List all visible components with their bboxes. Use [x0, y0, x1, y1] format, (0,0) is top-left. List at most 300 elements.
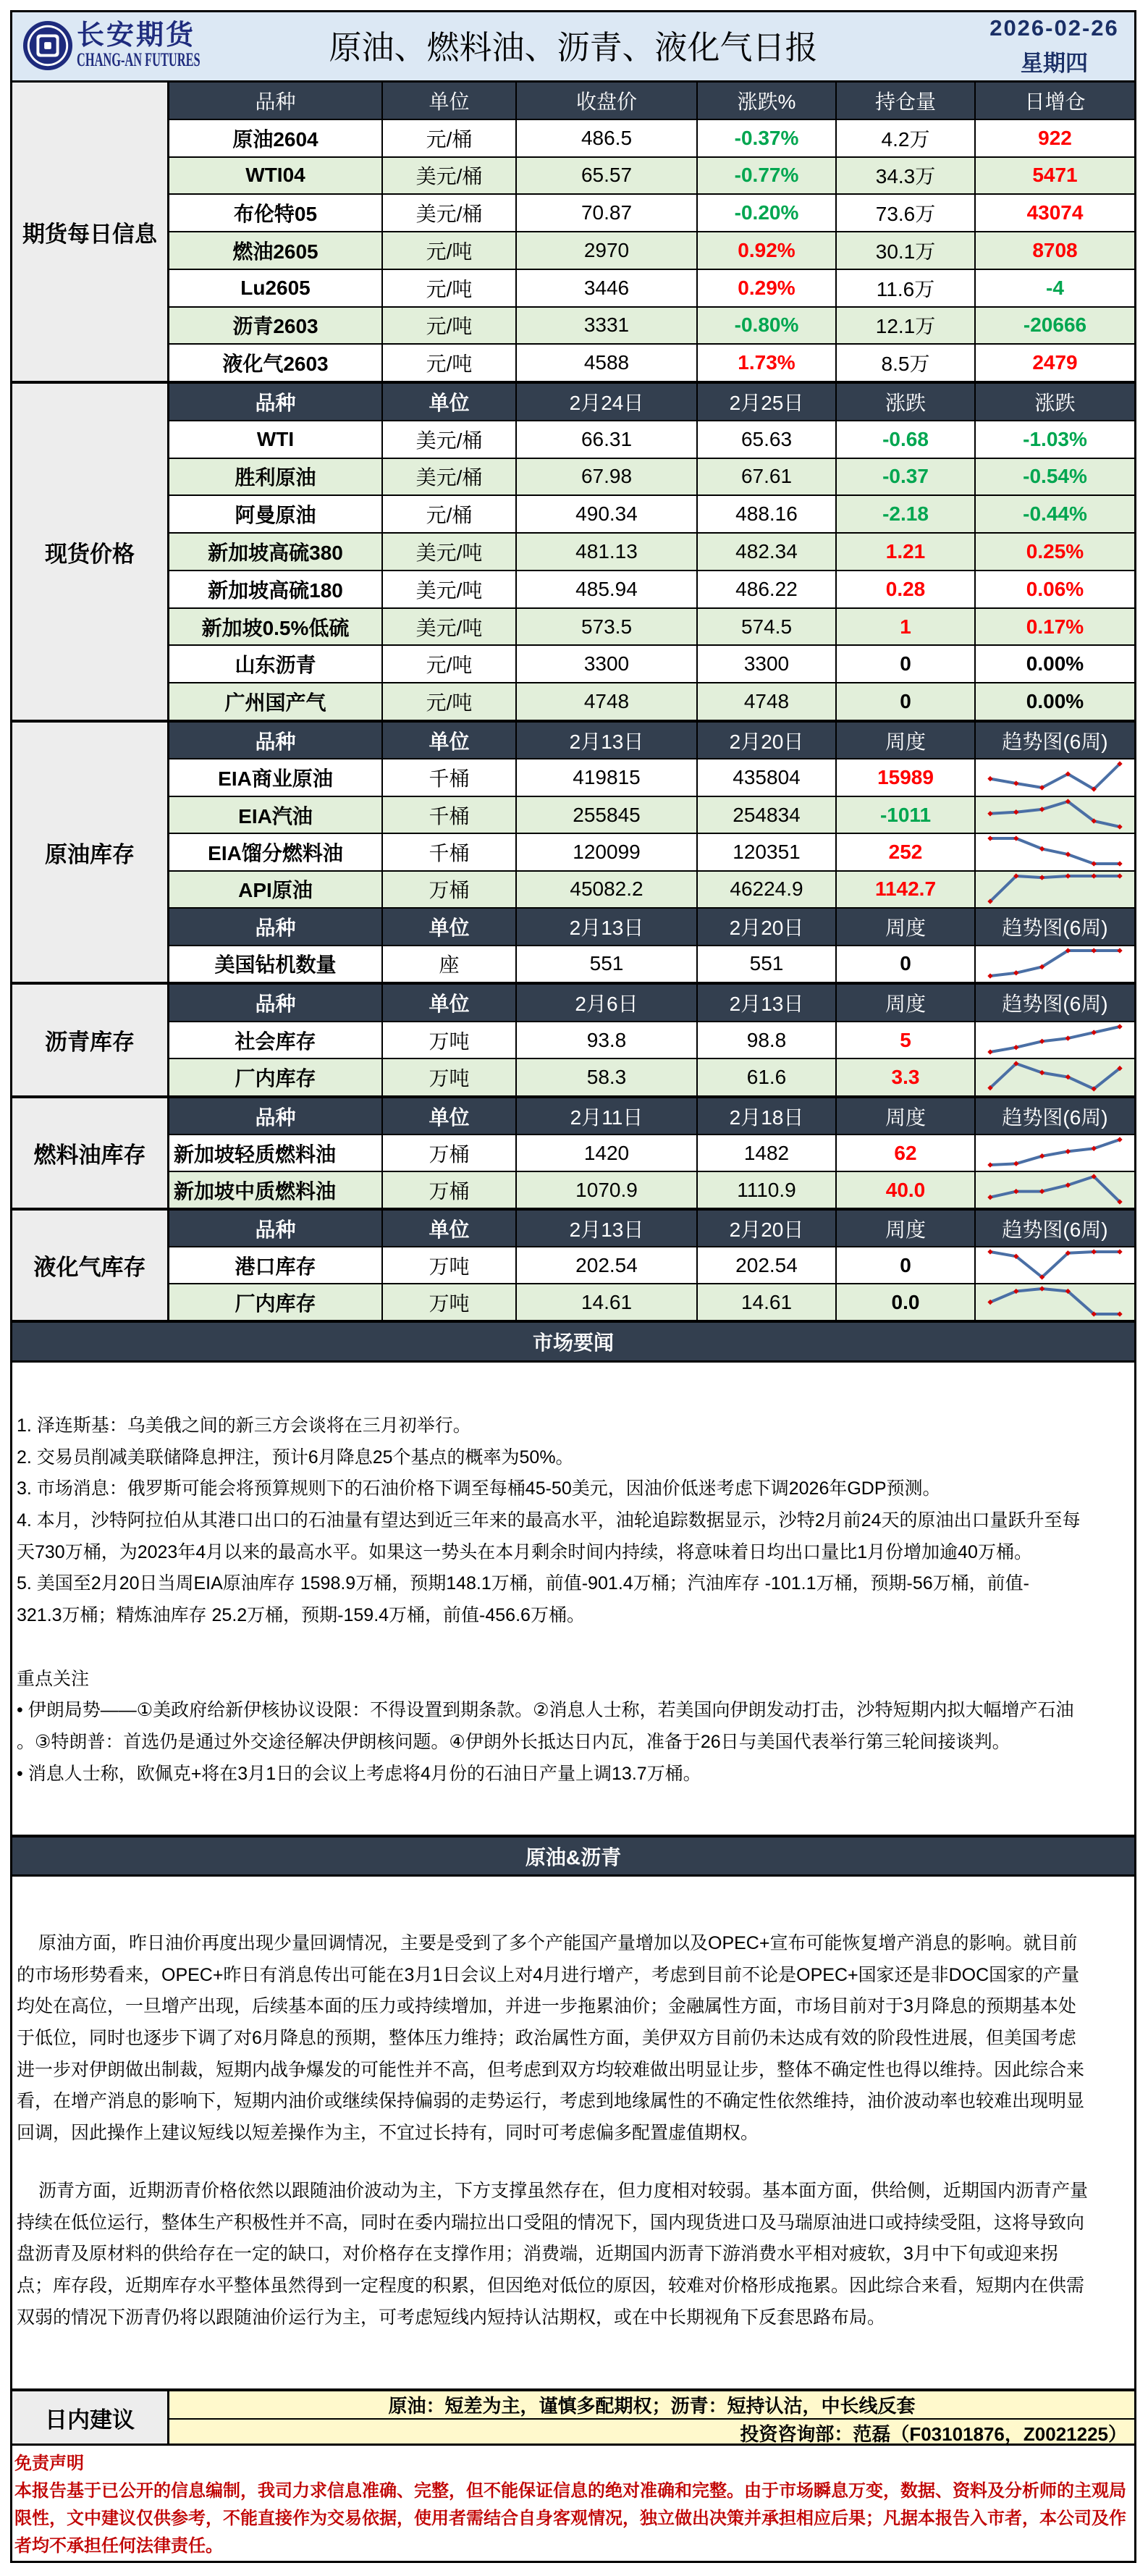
weekly-change: 0 [835, 1247, 974, 1283]
table-row [169, 231, 1134, 269]
column-header-trend: 趋势图(6周) [974, 909, 1134, 944]
section-asphalt-inventory [12, 985, 1134, 1098]
column-header-prev-date: 2月13日 [515, 723, 696, 758]
curr-price: 65.63 [696, 421, 835, 458]
sparkline-chart [976, 1247, 1134, 1283]
paragraph-line: 持续在低位运行，整体生产积极性并不高，同时在委内瑞拉出口受阻的情况下，国内现货进口及马瑞原油进口或持续受阻，这将导致向 [17, 2212, 1085, 2233]
report-frame [10, 10, 1136, 2563]
spot-name: 阿曼原油 [235, 504, 316, 527]
spot-name: 胜利原油 [235, 466, 316, 489]
trend-sparkline [974, 1247, 1134, 1283]
column-header-unit: 单位 [381, 909, 515, 944]
weekly-change: -1011 [835, 797, 974, 833]
trend-sparkline [974, 946, 1134, 982]
table-row [169, 1283, 1134, 1320]
unit: 座 [381, 946, 515, 982]
sparkline-chart [976, 872, 1134, 907]
column-header-trend: 趋势图(6周) [974, 723, 1134, 758]
contract-name: 燃油2605 [232, 240, 318, 263]
column-header-prev-date: 2月13日 [515, 909, 696, 944]
column-header-variety: 品种 [255, 1106, 296, 1129]
prev-value: 14.61 [515, 1284, 696, 1320]
unit: 元/吨 [381, 308, 515, 344]
prev-price: 66.31 [515, 421, 696, 458]
news-item: 2. 交易员削减美联储降息押注，预计6月降息25个基点的概率为50%。 [17, 1447, 574, 1468]
change: 0.28 [835, 571, 974, 607]
section-lpg-inventory [12, 1211, 1134, 1323]
disclaimer [12, 2446, 1134, 2561]
column-header-variety: 品种 [255, 992, 296, 1015]
futures-table [169, 83, 1134, 381]
inventory-name: 新加坡中质燃料油 [174, 1179, 337, 1203]
paragraph-line: 沥青方面，近期沥青价格依然以跟随油价波动为主，下方支撑虽然存在，但力度相对较弱。基本面方面，供给侧，近期国内沥青产量 [38, 2180, 1089, 2201]
asphalt-inventory-table [169, 985, 1134, 1095]
news-item-continued: 321.3万桶；精炼油库存 25.2万桶，预期-159.4万桶，前值-456.6万桶。 [17, 1605, 585, 1626]
unit: 元/吨 [381, 345, 515, 381]
table-row [169, 193, 1134, 231]
open-interest: 12.1万 [835, 308, 974, 344]
prev-value: 551 [515, 946, 696, 982]
change-percent: -0.80% [696, 308, 835, 344]
curr-value: 120351 [696, 834, 835, 870]
change-percent: 1.73% [696, 345, 835, 381]
table-row [169, 1171, 1134, 1208]
unit: 万吨 [381, 1247, 515, 1283]
contract-name: 液化气2603 [222, 353, 329, 376]
section-label: 沥青库存 [12, 985, 169, 1095]
change: 1 [835, 609, 974, 645]
curr-value: 1110.9 [696, 1172, 835, 1208]
change: 0 [835, 646, 974, 682]
table-row [169, 1246, 1134, 1283]
column-header-unit: 单位 [381, 384, 515, 420]
prev-price: 67.98 [515, 459, 696, 495]
change-percent: -0.37% [696, 120, 835, 156]
change-percent: -0.20% [696, 195, 835, 231]
paragraph-line: 原油方面，昨日油价再度出现少量回调情况，主要是受到了多个产能国产量增加以及OPEC+宣布可能恢复增产消息的影响。就目前 [38, 1933, 1078, 1953]
close-price: 70.87 [515, 195, 696, 231]
column-header-variety: 品种 [255, 391, 296, 414]
prev-price: 4748 [515, 683, 696, 720]
disclaimer-line: 者均不承担任何法律责任。 [14, 2536, 223, 2556]
disclaimer-title: 免责声明 [14, 2454, 84, 2473]
advice-content [169, 2391, 1134, 2444]
table-header-row [169, 1211, 1134, 1246]
section-label: 燃料油库存 [12, 1098, 169, 1208]
sparkline-chart [976, 1284, 1134, 1320]
sparkline-chart [976, 1059, 1134, 1095]
column-header-curr-date: 2月20日 [696, 1211, 835, 1246]
unit: 万桶 [381, 1135, 515, 1171]
fuel-oil-inventory-table [169, 1098, 1134, 1208]
prev-price: 3300 [515, 646, 696, 682]
table-header-row [169, 83, 1134, 119]
prev-value: 45082.2 [515, 872, 696, 907]
change-percent: 0.29% [696, 270, 835, 306]
open-interest: 34.3万 [835, 158, 974, 194]
trend-sparkline [974, 1022, 1134, 1058]
inventory-name: 新加坡轻质燃料油 [174, 1142, 337, 1166]
table-row [169, 494, 1134, 532]
contract-name: 布伦特05 [233, 203, 318, 226]
section-title-market-news: 市场要闻 [12, 1323, 1134, 1363]
paragraph-line: 双弱的情况下沥青仍将以跟随油价运行为主，可考虑短线内短持认沽期权，或在中长期视角下反套思路布局。 [17, 2307, 886, 2328]
close-price: 65.57 [515, 158, 696, 194]
column-header-variety: 品种 [255, 1218, 296, 1241]
unit: 美元/吨 [381, 534, 515, 570]
disclaimer-line: 限性，文中建议仅供参考，不能直接作为交易依据，使用者需结合自身客观情况，独立做出决策并承担相应后果；凡据本报告入市者，本公司及作 [14, 2509, 1126, 2528]
contract-name: 原油2604 [232, 127, 318, 151]
weekly-change: 15989 [835, 759, 974, 795]
weekly-change: 5 [835, 1022, 974, 1058]
unit: 美元/桶 [381, 459, 515, 495]
contract-name: Lu2605 [240, 276, 311, 299]
change-percent: -0.54% [974, 459, 1134, 495]
paragraph-line: 于低位，同时也逐步下调了对6月降息的预期，整体压力维持；政治属性方面，美伊双方目前仍未达成有效的阶段性进展，但美国考虑 [17, 2028, 1076, 2049]
prev-value: 255845 [515, 797, 696, 833]
lpg-inventory-table [169, 1211, 1134, 1320]
crude-oil-paragraph [17, 1928, 1134, 2150]
table-row [169, 306, 1134, 344]
inventory-name: EIA汽油 [238, 804, 313, 828]
close-price: 3446 [515, 270, 696, 306]
change-percent: 0.06% [974, 571, 1134, 607]
curr-price: 67.61 [696, 459, 835, 495]
trend-sparkline [974, 759, 1134, 795]
table-header-row [169, 384, 1134, 420]
weekly-change: 62 [835, 1135, 974, 1171]
paragraph-line: 回调，因此操作上建议短线以短差操作为主，不宜过长持有，同时可考虑偏多配置虚值期权。 [17, 2123, 759, 2144]
unit: 美元/吨 [381, 609, 515, 645]
asphalt-paragraph [17, 2176, 1134, 2333]
curr-value: 98.8 [696, 1022, 835, 1058]
column-header-prev-date: 2月11日 [515, 1098, 696, 1134]
unit: 元/吨 [381, 683, 515, 720]
inventory-name: 社会库存 [235, 1030, 316, 1053]
contract-name: WTI04 [245, 164, 305, 187]
column-header-change-pct: 涨跌 [974, 384, 1134, 420]
focus-item: • 消息人士称，欧佩克+将在3月1日的会议上考虑将4月份的石油日产量上调13.7万桶。 [17, 1763, 701, 1784]
column-header-curr-date: 2月25日 [696, 384, 835, 420]
unit: 万桶 [381, 872, 515, 907]
company-name-en: CHANG-AN FUTURES [77, 49, 201, 70]
change-percent: 0.00% [974, 646, 1134, 682]
table-row [169, 343, 1134, 381]
open-interest: 11.6万 [835, 270, 974, 306]
prev-value: 202.54 [515, 1247, 696, 1283]
prev-price: 481.13 [515, 534, 696, 570]
table-row [169, 796, 1134, 833]
curr-price: 486.22 [696, 571, 835, 607]
analysis-body [12, 1877, 1134, 2391]
table-row [169, 682, 1134, 720]
curr-value: 46224.9 [696, 872, 835, 907]
column-header-unit: 单位 [381, 1211, 515, 1246]
report-weekday: 星期四 [1021, 51, 1088, 76]
change: 0 [835, 683, 974, 720]
crude-inventory-table [169, 723, 1134, 982]
prev-price: 573.5 [515, 609, 696, 645]
weekly-change: 252 [835, 834, 974, 870]
prev-value: 120099 [515, 834, 696, 870]
unit: 美元/桶 [381, 421, 515, 458]
column-header-weekly: 周度 [835, 1211, 974, 1246]
table-row [169, 758, 1134, 795]
spot-name: 新加坡高硫180 [208, 578, 343, 602]
prev-value: 419815 [515, 759, 696, 795]
curr-price: 3300 [696, 646, 835, 682]
prev-price: 485.94 [515, 571, 696, 607]
open-interest-change: 5471 [974, 158, 1134, 194]
change-percent: -0.44% [974, 496, 1134, 532]
advice-recommendation: 原油：短差为主，谨慎多配期权；沥青：短持认沽，中长线反套 [169, 2391, 1134, 2420]
section-label: 现货价格 [12, 384, 169, 720]
column-header-variety: 品种 [255, 730, 296, 753]
paragraph-line: 均处在高位，一旦增产出现，后续基本面的压力或持续增加，并进一步拖累油价；金融属性方面，市场目前对于3月降息的预期基本处 [17, 1996, 1076, 2017]
column-header-curr-date: 2月18日 [696, 1098, 835, 1134]
column-header-prev-date: 2月13日 [515, 1211, 696, 1246]
curr-value: 14.61 [696, 1284, 835, 1320]
open-interest-change: 922 [974, 120, 1134, 156]
unit: 元/桶 [381, 120, 515, 156]
column-header-weekly: 周度 [835, 985, 974, 1021]
unit: 元/吨 [381, 232, 515, 269]
unit: 元/吨 [381, 646, 515, 682]
open-interest: 30.1万 [835, 232, 974, 269]
close-price: 486.5 [515, 120, 696, 156]
focus-item: • 伊朗局势——①美政府给新伊核协议设限：不得设置到期条款。②消息人士称，若美国向伊朗发动打击，沙特短期内拟大幅增产石油 [17, 1700, 1074, 1721]
weekly-change: 0.0 [835, 1284, 974, 1320]
close-price: 3331 [515, 308, 696, 344]
spot-name: 山东沥青 [235, 654, 316, 677]
unit: 千桶 [381, 759, 515, 795]
open-interest-change: 2479 [974, 345, 1134, 381]
open-interest: 73.6万 [835, 195, 974, 231]
paragraph-line: 点；库存段，近期库存水平整体虽然得到一定程度的积累，但因绝对低位的原因，较难对价格形成拖累。因此综合来看，短期内在供需 [17, 2275, 1085, 2296]
change-percent: 0.17% [974, 609, 1134, 645]
curr-value: 254834 [696, 797, 835, 833]
column-header-variety: 品种 [255, 916, 296, 939]
report-date: 2026-02-26 [989, 15, 1119, 41]
prev-value: 1070.9 [515, 1172, 696, 1208]
change: 1.21 [835, 534, 974, 570]
curr-value: 1482 [696, 1135, 835, 1171]
weekly-change: 0 [835, 946, 974, 982]
section-futures-daily [12, 83, 1134, 384]
prev-value: 93.8 [515, 1022, 696, 1058]
column-header-weekly: 周度 [835, 1098, 974, 1134]
table-header-row [169, 723, 1134, 758]
sparkline-chart [976, 834, 1134, 870]
sparkline-chart [976, 1022, 1134, 1058]
table-row [169, 870, 1134, 907]
section-fuel-oil-inventory [12, 1098, 1134, 1211]
sparkline-chart [976, 1172, 1134, 1208]
open-interest: 4.2万 [835, 120, 974, 156]
table-row [169, 1058, 1134, 1095]
trend-sparkline [974, 1059, 1134, 1095]
unit: 元/桶 [381, 496, 515, 532]
section-label: 原油库存 [12, 723, 169, 982]
table-row [169, 644, 1134, 682]
table-header-row [169, 1098, 1134, 1134]
curr-value: 202.54 [696, 1247, 835, 1283]
unit: 美元/桶 [381, 158, 515, 194]
trend-sparkline [974, 834, 1134, 870]
column-header-unit: 单位 [381, 985, 515, 1021]
column-header-weekly: 周度 [835, 723, 974, 758]
column-header-weekly: 周度 [835, 909, 974, 944]
disclaimer-line: 本报告基于已公开的信息编制，我司力求信息准确、完整，但不能保证信息的绝对准确和完整。由于市场瞬息万变，数据、资料及分析师的主观局 [14, 2481, 1126, 2501]
spot-name: 新加坡高硫380 [208, 542, 343, 565]
column-header-oi-change: 日增仓 [974, 83, 1134, 119]
table-row [169, 420, 1134, 458]
column-header-trend: 趋势图(6周) [974, 985, 1134, 1021]
table-row [169, 119, 1134, 156]
market-news-body [12, 1363, 1134, 1838]
news-item: 5. 美国至2月20日当周EIA原油库存 1598.9万桶，预期148.1万桶，前值-901.4万桶；汽油库存 -101.1万桶，预期-56万桶，前值- [17, 1573, 1029, 1594]
spot-table [169, 384, 1134, 720]
spacer [17, 1632, 1134, 1664]
unit: 美元/桶 [381, 195, 515, 231]
unit: 元/吨 [381, 270, 515, 306]
section-crude-inventory [12, 723, 1134, 985]
inventory-name: API原油 [238, 879, 313, 902]
open-interest: 8.5万 [835, 345, 974, 381]
trend-sparkline [974, 797, 1134, 833]
focus-item-continued: 。③特朗普：首选仍是通过外交途径解决伊朗核问题。④伊朗外长抵达日内瓦，准备于26日与美国代表举行第三轮间接谈判。 [17, 1731, 1010, 1752]
table-row [169, 1134, 1134, 1171]
inventory-name: 港口库存 [235, 1255, 316, 1278]
inventory-name: 厂内库存 [235, 1292, 316, 1315]
unit: 千桶 [381, 834, 515, 870]
inventory-name: EIA馏分燃料油 [208, 841, 343, 864]
paragraph-line: 看，在增产消息的影响下，短期内油价或继续保持偏弱的走势运行，考虑到地缘属性的不确定性依然维持，油价波动率也较难出现明显 [17, 2091, 1085, 2112]
curr-price: 4748 [696, 683, 835, 720]
sparkline-chart [976, 1135, 1134, 1171]
column-header-unit: 单位 [381, 1098, 515, 1134]
trend-sparkline [974, 1284, 1134, 1320]
spot-name: WTI [256, 427, 295, 450]
column-header-close: 收盘价 [515, 83, 696, 119]
paragraph-line: 进一步对伊朗做出制裁，短期内战争爆发的可能性并不高，但考虑到双方均较难做出明显让步，整体不确定性也得以维持。因此综合来 [17, 2059, 1085, 2080]
spot-name: 新加坡0.5%低硫 [201, 616, 350, 639]
news-item: 4. 本月，沙特阿拉伯从其港口出口的石油量有望达到近三年来的最高水平，油轮追踪数据显示，沙特2月前24天的原油出口量跃升至每 [17, 1510, 1081, 1531]
change-percent: -0.77% [696, 158, 835, 194]
table-subheader-row [169, 907, 1134, 944]
news-item: 1. 泽连斯基：乌美俄之间的新三方会谈将在三月初举行。 [17, 1415, 471, 1436]
prev-value: 58.3 [515, 1059, 696, 1095]
weekly-change: 1142.7 [835, 872, 974, 907]
analyst-credit: 投资咨询部：范磊（F03101876，Z0021225） [740, 2423, 1127, 2445]
change-percent: 0.25% [974, 534, 1134, 570]
unit: 美元/吨 [381, 571, 515, 607]
curr-value: 551 [696, 946, 835, 982]
table-row [169, 458, 1134, 495]
section-label: 液化气库存 [12, 1211, 169, 1320]
trend-sparkline [974, 1135, 1134, 1171]
column-header-change: 涨跌 [835, 384, 974, 420]
column-header-prev-date: 2月6日 [515, 985, 696, 1021]
section-spot-prices [12, 384, 1134, 723]
focus-heading: 重点关注 [17, 1668, 90, 1689]
section-title-analysis: 原油&沥青 [12, 1838, 1134, 1877]
open-interest-change: -20666 [974, 308, 1134, 344]
change-percent: 0.00% [974, 683, 1134, 720]
weekly-change: 3.3 [835, 1059, 974, 1095]
prev-price: 490.34 [515, 496, 696, 532]
curr-price: 574.5 [696, 609, 835, 645]
weekly-change: 40.0 [835, 1172, 974, 1208]
news-item: 3. 市场消息：俄罗斯可能会将预算规则下的石油价格下调至每桶45-50美元，因油价低迷考虑下调2026年GDP预测。 [17, 1478, 941, 1499]
change: -0.68 [835, 421, 974, 458]
column-header-prev-date: 2月24日 [515, 384, 696, 420]
inventory-name: 美国钻机数量 [214, 954, 337, 977]
trend-sparkline [974, 1172, 1134, 1208]
company-name-cn: 长安期货 [77, 20, 196, 51]
table-row [169, 532, 1134, 570]
change-percent: -1.03% [974, 421, 1134, 458]
trend-sparkline [974, 872, 1134, 907]
column-header-curr-date: 2月20日 [696, 909, 835, 944]
open-interest-change: 43074 [974, 195, 1134, 231]
column-header-trend: 趋势图(6周) [974, 1098, 1134, 1134]
column-header-change-pct: 涨跌% [696, 83, 835, 119]
sparkline-chart [976, 797, 1134, 833]
unit: 万桶 [381, 1172, 515, 1208]
section-label: 期货每日信息 [12, 83, 169, 381]
unit: 万吨 [381, 1059, 515, 1095]
curr-value: 435804 [696, 759, 835, 795]
change-percent: 0.92% [696, 232, 835, 269]
report-title: 原油、燃料油、沥青、液化气日报 [329, 29, 818, 66]
change: -2.18 [835, 496, 974, 532]
inventory-name: 厂内库存 [235, 1067, 316, 1090]
table-header-row [169, 985, 1134, 1021]
open-interest-change: 8708 [974, 232, 1134, 269]
spot-name: 广州国产气 [224, 691, 326, 715]
curr-price: 482.34 [696, 534, 835, 570]
sparkline-chart [976, 946, 1134, 982]
column-header-unit: 单位 [381, 83, 515, 119]
open-interest-change: -4 [974, 270, 1134, 306]
intraday-advice [12, 2391, 1134, 2446]
unit: 千桶 [381, 797, 515, 833]
table-row [169, 607, 1134, 645]
table-row [169, 269, 1134, 306]
close-price: 4588 [515, 345, 696, 381]
news-item-continued: 天730万桶，为2023年4月以来的最高水平。如果这一势头在本月剩余时间内持续，将意味着日均出口量比1月份增加逾40万桶。 [17, 1541, 1032, 1562]
table-row [169, 156, 1134, 194]
table-row [169, 570, 1134, 607]
column-header-open-interest: 持仓量 [835, 83, 974, 119]
unit: 万吨 [381, 1022, 515, 1058]
contract-name: 沥青2603 [232, 315, 318, 338]
advice-label: 日内建议 [12, 2391, 169, 2444]
paragraph-line: 盘沥青及原材料的供给存在一定的缺口，对价格存在支撑作用；消费端，近期国内沥青下游消费水平相对疲软，3月中下旬或迎来拐 [17, 2244, 1058, 2265]
table-row [169, 833, 1134, 870]
curr-value: 61.6 [696, 1059, 835, 1095]
inventory-name: EIA商业原油 [218, 767, 333, 791]
unit: 万吨 [381, 1284, 515, 1320]
close-price: 2970 [515, 232, 696, 269]
column-header-curr-date: 2月13日 [696, 985, 835, 1021]
prev-value: 1420 [515, 1135, 696, 1171]
paragraph-line: 的市场形势看来，OPEC+昨日有消息传出可能在3月1日会议上对4月进行增产，考虑到目前不论是OPEC+国家还是非DOC国家的产量 [17, 1964, 1080, 1985]
change: -0.37 [835, 459, 974, 495]
column-header-variety: 品种 [255, 90, 296, 113]
curr-price: 488.16 [696, 496, 835, 532]
